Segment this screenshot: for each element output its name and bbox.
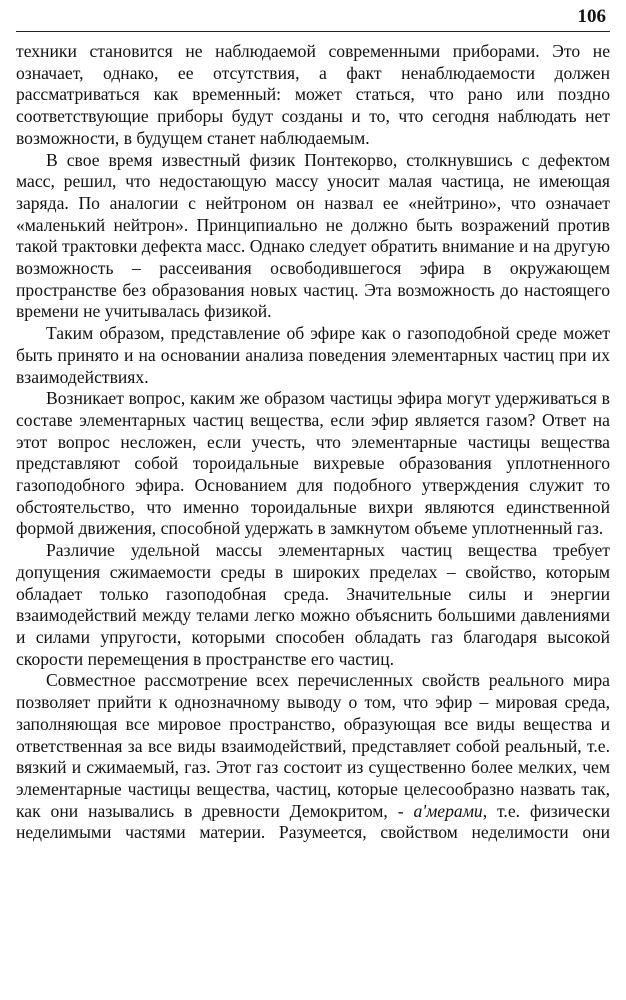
header-rule: [16, 31, 610, 32]
italic-term: а'мерами: [413, 800, 483, 821]
paragraph-6: [16, 670, 610, 844]
paragraph-1: техники становится не наблюдаемой современными приборами. Это не означает, однако, ее отсутствия, а факт ненаблюдаемости должен рассматриваться как временный: может статься, что рано или поздно соответствующие приборы будут созданы и то, что сегодня наблюдать нет возможности, в будущем станет наблюдаемым.: [16, 41, 610, 148]
paragraph-4: Возникает вопрос, каким же образом частицы эфира могут удерживаться в составе элементарных частиц вещества, если эфир является газом? Ответ на этот вопрос несложен, если учесть, что элементарные частицы вещества представляют собой тороидальные вихревые образования уплотненного газоподобного эфира. Основанием для подобного утверждения служит то обстоятельство, что именно тороидальные вихри являются единственной формой движения, способной удержать в замкнутом объеме уплотненный газ.: [16, 388, 610, 539]
paragraph-5: Различие удельной массы элементарных частиц вещества требует допущения сжимаемости среды в широких пределах – свойство, которым обладает только газоподобная среда. Значительные силы и энергии взаимодействий между телами легко можно объяснить большими давлениями и силами упругости, которыми способен обладать газ благодаря высокой скорости перемещения в пространстве его частиц.: [16, 540, 610, 669]
paragraph-6-text-after: , т.е. физически неделимыми частями материи. Разумеется, свойством неделимости они: [16, 800, 610, 843]
paragraph-6-text-before: Совместное рассмотрение всех перечисленных свойств реального мира позволяет прийти к однозначному выводу о том, что эфир – мировая среда, заполняющая все мировое пространство, образующая все виды вещества и ответственная за все виды взаимодействий, представляет собой реальный, т.е. вязкий и сжимаемый, газ. Этот газ состоит из существенно более мелких, чем элементарные частицы вещества, частиц, которые целесообразно назвать так, как они назывались в древности Демокритом, -: [16, 670, 610, 821]
paragraph-3: Таким образом, представление об эфире как о газоподобной среде может быть принято и на основании анализа поведения элементарных частиц при их взаимодействиях.: [16, 323, 610, 387]
paragraph-2: В свое время известный физик Понтекорво, столкнувшись с дефектом масс, решил, что недостающую массу уносит малая частица, не имеющая заряда. По аналогии с нейтроном он назвал ее «нейтрино», что означает «маленький нейтрон». Принципиально не должно быть возражений против такой трактовки дефекта масс. Однако следует обратить внимание и на другую возможность – рассеивания освободившегося эфира в окружающем пространстве без образования новых частиц. Эта возможность до настоящего времени не учитывалась физикой.: [16, 149, 610, 322]
body-text: [16, 41, 610, 844]
page-number: 106: [577, 6, 606, 27]
